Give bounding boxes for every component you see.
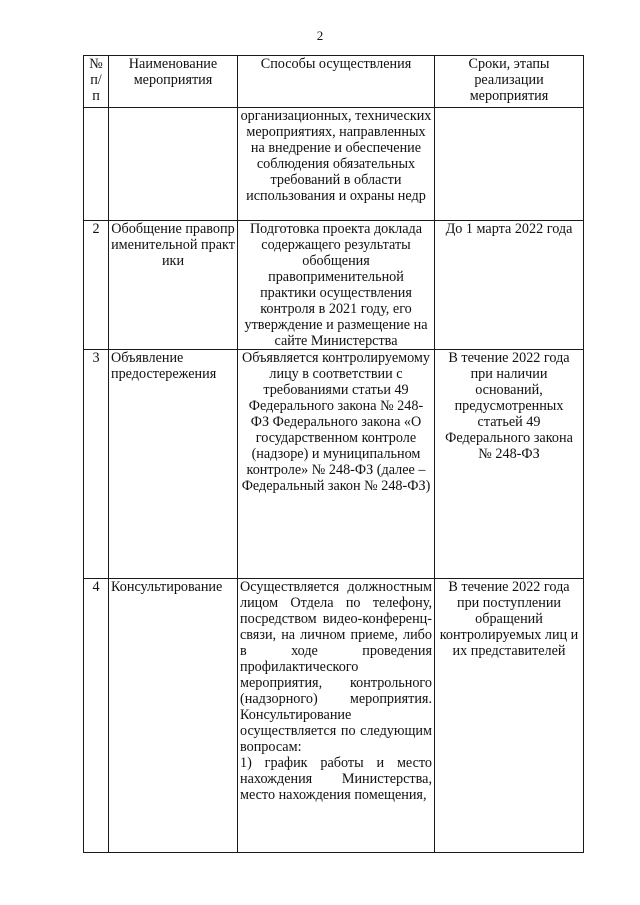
row-terms: В течение 2022 года при наличии оснований, предусмотренных статьей 49 Федерального закона № 248-ФЗ: [435, 350, 584, 579]
table-row: [84, 108, 584, 221]
measures-table: [83, 55, 584, 853]
row-methods: Осуществляется должностным лицом Отдела по телефону, посредством видео-конференц-связи, на личном приеме, либо в ходе проведения профилактического мероприятия, контрольного (надзорного) мероприятия. Консультирование осуществляется по следующим вопросам: 1) график работы и место нахождения Министерства, место нахождения помещения,: [238, 579, 435, 853]
header-methods: Способы осуществления: [238, 56, 435, 108]
header-num: № п/ п: [84, 56, 109, 108]
header-name: Наименование мероприятия: [109, 56, 238, 108]
row-methods: Подготовка проекта доклада содержащего результаты обобщения правоприменительной практики осуществления контроля в 2021 году, его утверждение и размещение на сайте Министерства: [238, 221, 435, 350]
row-methods: организационных, технических мероприятиях, направленных на внедрение и обеспечение соблюдения обязательных требований в области использования и охраны недр: [238, 108, 435, 221]
row-terms: В течение 2022 года при поступлении обращений контролируемых лиц и их представителей: [435, 579, 584, 853]
row-name: Консультирование: [109, 579, 238, 853]
table-row: [84, 221, 584, 350]
table-row: [84, 350, 584, 579]
row-methods: Объявляется контролируемому лицу в соответствии с требованиями статьи 49 Федерального закона № 248-ФЗ Федерального закона «О государственном контроле (надзоре) и муниципальном контроле» № 248-ФЗ (далее –Федеральный закон № 248-ФЗ): [238, 350, 435, 579]
row-num: 4: [84, 579, 109, 853]
row-terms: До 1 марта 2022 года: [435, 221, 584, 350]
row-name: Объявление предостережения: [109, 350, 238, 579]
row-num: [84, 108, 109, 221]
row-terms: [435, 108, 584, 221]
table-row: [84, 579, 584, 853]
table-header-row: [84, 56, 584, 108]
page-number: 2: [316, 28, 324, 43]
row-name: [109, 108, 238, 221]
header-terms: Сроки, этапы реализации мероприятия: [435, 56, 584, 108]
row-num: 3: [84, 350, 109, 579]
row-num: 2: [84, 221, 109, 350]
row-name: Обобщение правоприменительной практики: [109, 221, 238, 350]
